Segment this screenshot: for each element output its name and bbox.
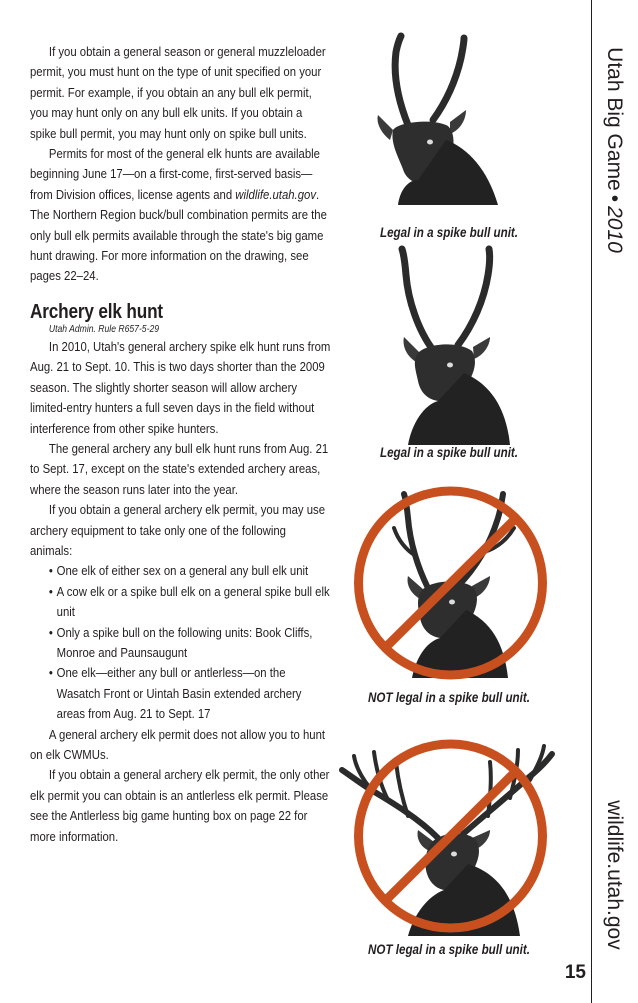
website-link[interactable]: wildlife.utah.gov — [235, 186, 317, 202]
website-footer[interactable]: wildlife.utah.gov — [603, 800, 626, 950]
elk-branched-illustration — [338, 478, 563, 688]
illustration-caption: NOT legal in a spike bull unit. — [368, 942, 530, 957]
publication-title: Utah Big Game•2010 — [603, 47, 626, 253]
rule-reference: Utah Admin. Rule R657-5-29 — [48, 323, 160, 335]
illustration-caption: Legal in a spike bull unit. — [379, 445, 519, 460]
paragraph-cwmu: A general archery elk permit does not allow you to hunt on elk CWMUs. — [30, 726, 326, 762]
paragraph-any-bull-season: The general archery any bull elk hunt runs from Aug. 21 to Sept. 17, except on the state's extended archery areas, where the season runs later into the year. — [30, 440, 329, 497]
page-edge-rule — [591, 0, 592, 1003]
paragraph-spike-season: In 2010, Utah's general archery spike elk hunt runs from Aug. 21 to Sept. 10. This is two days shorter than the 2009 season. The slightly shorter season will allow archery limited-entry hunters a full seven days in the field without interference from other spike hunters. — [30, 338, 331, 436]
list-item: • One elk—either any bull or antlerless—on the Wasatch Front or Uintah Basin extended archery areas from Aug. 21 to Sept. 17 — [49, 663, 331, 724]
paragraph-unit-type: If you obtain a general season or general muzzleloader permit, you must hunt on the type of unit specified on your permit. For example, if you obtain an any bull elk permit, you may hunt only on any bull elk units. If you obtain a spike bull permit, you may hunt only on spike bull units. — [30, 44, 326, 141]
section-heading: Archery elk hunt — [30, 300, 163, 323]
elk-spike-illustration — [338, 30, 563, 220]
elk-mature-bull-illustration — [338, 718, 563, 943]
illustration-caption: Legal in a spike bull unit. — [379, 225, 519, 240]
paragraph-permit-availability: Permits for most of the general elk hunts are available beginning June 17—on a first-come, first-served basis—from Division offices, license agents and wildlife.utah.gov. The Northern Region buck/bull combination permits are the only bull elk permits available through the state's big game hunt drawing. For more information on the drawing, see pages 22–24. — [30, 146, 327, 284]
list-item: • Only a spike bull on the following units: Book Cliffs, Monroe and Paunsaugunt — [49, 623, 331, 664]
list-item: • One elk of either sex on a general any bull elk unit — [49, 561, 331, 581]
main-text-column — [30, 42, 331, 847]
paragraph-archery-permit: If you obtain a general archery elk permit, you may use archery equipment to take only one of the following animals: — [30, 502, 326, 558]
page-number: 15 — [564, 962, 586, 983]
paragraph-other-permits: If you obtain a general archery elk permit, the only other elk permit you can obtain is an antlerless elk permit. Please see the Antlerless big game hunting box on page 22 for more information. — [30, 767, 330, 844]
elk-long-spike-illustration — [338, 245, 563, 450]
animal-list — [30, 561, 331, 724]
list-item: • A cow elk or a spike bull elk on a general spike bull elk unit — [49, 582, 331, 623]
illustration-caption: NOT legal in a spike bull unit. — [368, 690, 530, 705]
